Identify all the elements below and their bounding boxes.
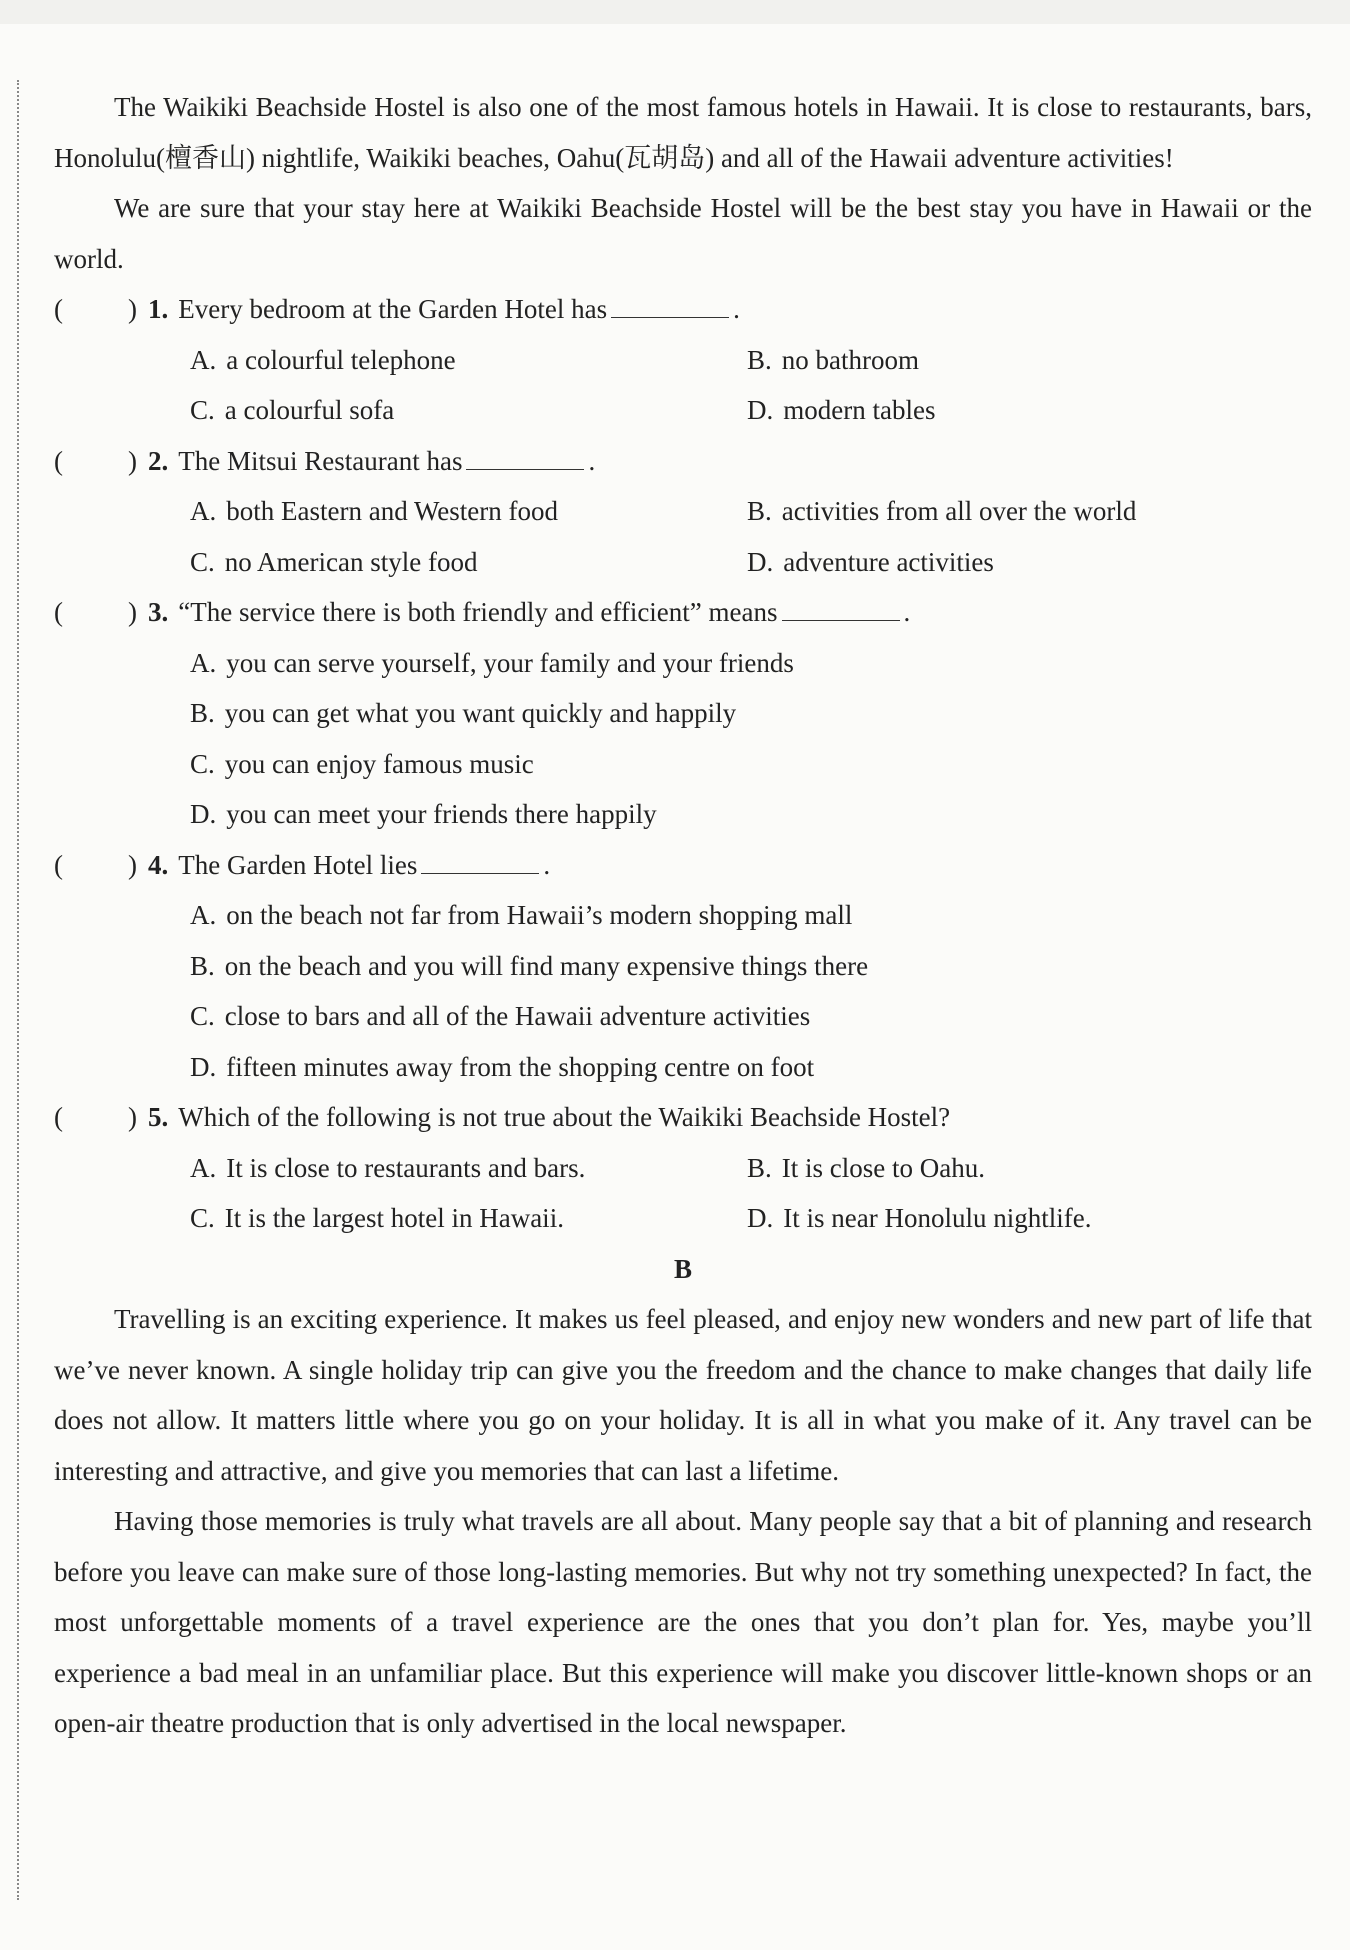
page-top-edge: [0, 0, 1350, 24]
answer-blank: [782, 594, 900, 621]
option-a: A. both Eastern and Western food: [190, 496, 558, 526]
option-c: C. no American style food: [190, 546, 478, 577]
option-a: A. on the beach not far from Hawaii’s modern shopping mall: [190, 900, 853, 930]
intro-paragraph-2: We are sure that your stay here at Waikiki Beachside Hostel will be the best stay you have in Hawaii or the world.: [54, 193, 1312, 274]
answer-paren-close: ): [128, 849, 137, 880]
option-c: C. a colourful sofa: [190, 395, 395, 425]
document-content: [54, 82, 1312, 1749]
answer-paren-close: ): [128, 1102, 137, 1132]
answer-paren-open: (: [54, 597, 63, 627]
question-stem: Every bedroom at the Garden Hotel has: [178, 294, 608, 324]
option-c: C. It is the largest hotel in Hawaii.: [190, 1203, 564, 1233]
option-a: A. you can serve yourself, your family and your friends: [190, 647, 794, 678]
option-d: D. fifteen minutes away from the shopping centre on foot: [190, 1051, 815, 1082]
question-number: 3.: [148, 597, 169, 627]
option-c: C. close to bars and all of the Hawaii adventure activities: [190, 1001, 811, 1031]
option-b: B. on the beach and you will find many expensive things there: [190, 950, 869, 981]
question-end: .: [903, 597, 911, 627]
option-b: B. you can get what you want quickly and happily: [190, 698, 737, 728]
answer-paren-close: ): [128, 597, 137, 627]
option-a: A. It is close to restaurants and bars.: [190, 1152, 586, 1183]
question-3: [54, 587, 1312, 840]
option-c: C. you can enjoy famous music: [190, 748, 534, 779]
question-stem: The Mitsui Restaurant has: [178, 445, 463, 476]
question-stem: “The service there is both friendly and efficient” means: [178, 597, 778, 627]
option-b: B. It is close to Oahu.: [747, 1152, 985, 1183]
question-stem: Which of the following is not true about the Waikiki Beachside Hostel?: [178, 1102, 951, 1132]
question-number: 1.: [148, 294, 169, 324]
binding-dotted-line: [17, 80, 19, 1900]
section-b-paragraph-2: Having those memories is truly what travels are all about. Many people say that a bit of planning and research before you leave can make sure of those long-lasting memories. But why not try something unexpected? In fact, the most unforgettable moments of a travel experience are the ones that you don’t plan for. Yes, maybe you’ll experience a bad meal in an unfamiliar place. But this experience will make you discover little-known shops or an open-air theatre production that is only advertised in the local newspaper.: [54, 1506, 1312, 1738]
answer-paren-open: (: [54, 849, 63, 880]
question-number: 5.: [148, 1102, 169, 1132]
option-b: B. no bathroom: [747, 344, 919, 375]
answer-paren-open: (: [54, 294, 63, 324]
answer-paren-close: ): [128, 294, 137, 324]
section-b-paragraph-1: Travelling is an exciting experience. It makes us feel pleased, and enjoy new wonders and new part of life that we’ve never known. A single holiday trip can give you the freedom and the chance to make changes that daily life does not allow. It matters little where you go on your holiday. It is all in what you make of it. Any travel can be interesting and attractive, and give you memories that can last a lifetime.: [54, 1304, 1312, 1486]
option-d: D. modern tables: [747, 395, 936, 425]
question-4: [54, 840, 1312, 1093]
question-5: [54, 1092, 1312, 1244]
option-b: B. activities from all over the world: [747, 496, 1137, 526]
option-d: D. It is near Honolulu nightlife.: [747, 1203, 1092, 1233]
question-number: 2.: [148, 445, 169, 476]
option-d: D. adventure activities: [747, 546, 994, 577]
answer-blank: [421, 847, 539, 874]
section-b-heading: B: [673, 1253, 692, 1284]
question-stem: The Garden Hotel lies: [178, 849, 418, 880]
answer-paren-close: ): [128, 445, 137, 476]
answer-blank: [466, 443, 584, 470]
answer-paren-open: (: [54, 1102, 63, 1132]
question-end: .: [543, 849, 551, 880]
question-end: .: [588, 445, 596, 476]
question-1: [54, 284, 1312, 436]
answer-blank: [611, 291, 729, 318]
option-d: D. you can meet your friends there happily: [190, 799, 657, 829]
question-number: 4.: [148, 849, 169, 880]
intro-paragraph-1: The Waikiki Beachside Hostel is also one of the most famous hotels in Hawaii. It is close to restaurants, bars, Honolulu(檀香山) nightlife, Waikiki beaches, Oahu(瓦胡岛) and all of the Hawaii adventure activities!: [54, 92, 1312, 173]
answer-paren-open: (: [54, 445, 63, 476]
question-end: .: [733, 294, 740, 324]
question-2: [54, 436, 1312, 588]
option-a: A. a colourful telephone: [190, 344, 456, 375]
